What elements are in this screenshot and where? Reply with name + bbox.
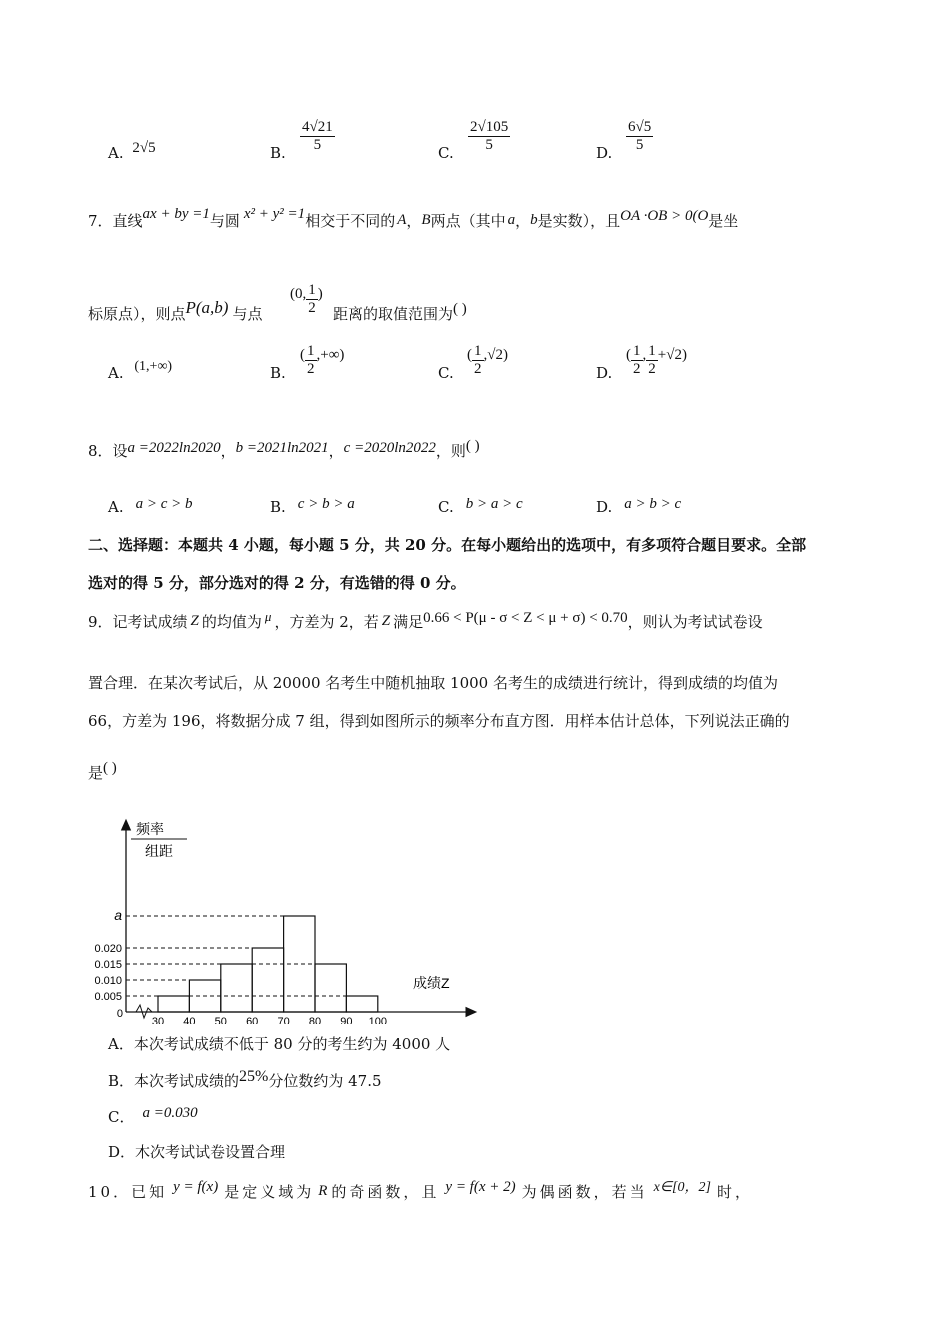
y-tick-labels [94, 907, 122, 1003]
ylabel-top: 频率 [136, 821, 164, 837]
histogram-bar-30-40 [158, 996, 189, 1012]
y-tick-label-0: 0.005 [94, 991, 122, 1003]
q7-option-c[interactable]: C. [438, 364, 454, 382]
q6-option-b[interactable]: B. [270, 144, 286, 162]
q6-option-d-frac: $\frac{6√5}{5}$ [628, 119, 652, 153]
x-tick-labels [152, 1016, 387, 1024]
origin-label: 0 [116, 1008, 123, 1020]
x-tick-label-100: 100 [368, 1016, 387, 1024]
histogram-bar-50-60 [221, 964, 252, 1012]
q8-option-d[interactable]: D. a > b > c [596, 496, 682, 516]
q7-point-half: (0, $\frac{1}{2}$ ) [290, 282, 323, 316]
q8-option-a[interactable]: A. a > c > b [108, 496, 193, 516]
q6-option-c[interactable]: C. [438, 144, 454, 162]
q9-answer-blank[interactable]: ( ) [103, 760, 117, 776]
q7-option-c-expr: ( $\frac{1}{2}$ ,√2) [467, 343, 508, 377]
ylabel-bottom: 组距 [145, 843, 173, 859]
x-tick-label-60: 60 [246, 1016, 259, 1024]
y-tick-label-4: a [114, 907, 122, 923]
q6-option-b-frac: $\frac{4√21}{5}$ [302, 119, 333, 153]
q9-option-c[interactable]: C． a =0.030 [108, 1105, 198, 1126]
q9-line4: 是( ) [88, 760, 117, 782]
q6-option-d[interactable]: D. [596, 144, 613, 162]
frequency-histogram [80, 812, 480, 1024]
q7-option-b[interactable]: B. [270, 364, 286, 382]
y-tick-label-1: 0.010 [94, 975, 122, 987]
x-tick-label-90: 90 [340, 1016, 353, 1024]
q9-option-d[interactable]: D．木次考试试卷设置合理 [108, 1143, 286, 1161]
q8-answer-blank[interactable]: ( ) [465, 438, 480, 454]
q7-option-d-expr: ( $\frac{1}{2}$ , $\frac{1}{2}$ +√2) [626, 343, 687, 377]
q9-option-a[interactable]: A．本次考试成绩不低于 80 分的考生约为 4000 人 [108, 1035, 451, 1053]
q7-line1: 7．直线ax + by =1与圆 x² + y² =1相交于不同的 A，B两点（其中 a，b是实数），且OA ·OB > 0(O是坐 [88, 206, 739, 230]
x-tick-label-70: 70 [277, 1016, 290, 1024]
q7-option-b-expr: ( $\frac{1}{2}$ ,+∞) [300, 343, 345, 377]
q7-option-d[interactable]: D. [596, 364, 613, 382]
q8-option-b[interactable]: B. c > b > a [270, 496, 355, 516]
x-tick-label-30: 30 [151, 1016, 165, 1024]
q7-answer-blank[interactable]: ( ) [453, 301, 467, 317]
q7-line2-end: 距离的取值范围为( ) [333, 301, 467, 323]
q7-option-a[interactable]: A. (1,+∞) [108, 359, 173, 382]
q8-option-c[interactable]: C. b > a > c [438, 496, 523, 516]
histogram-bar-90-100 [346, 996, 377, 1012]
y-tick-label-2: 0.015 [94, 959, 122, 971]
q9-line3: 66，方差为 196，将数据分成 7 组，得到如图所示的频率分布直方图．用样本估计总体，下列说法正确的 [88, 712, 790, 730]
histogram-bar-80-90 [315, 964, 346, 1012]
q9-line1: 9．记考试成绩 Z 的均值为 μ ，方差为 2，若 Z 满足0.66 < P(μ - σ < Z < μ + σ) < 0.70，则认为考试试卷设 [88, 609, 763, 631]
y-tick-label-3: 0.020 [94, 943, 122, 955]
x-tick-label-50: 50 [214, 1016, 227, 1024]
q9-option-b[interactable]: B．本次考试成绩的25%分位数约为 47.5 [108, 1068, 382, 1090]
q6-option-c-frac: $\frac{2√105}{5}$ [470, 119, 509, 153]
q9-line2: 置合理．在某次考试后，从 20000 名考生中随机抽取 1000 名考生的成绩进行统计，得到成绩的均值为 [88, 674, 778, 692]
q6-option-a[interactable]: A. 2√5 [108, 140, 156, 162]
section2-heading-line2: 选对的得 5 分，部分选对的得 2 分，有选错的得 0 分。 [88, 574, 466, 592]
q7-line2: 标原点），则点P(a,b) 与点 [88, 298, 263, 323]
x-tick-label-40: 40 [183, 1016, 196, 1024]
x-tick-label-80: 80 [308, 1016, 322, 1024]
histogram-bar-60-70 [252, 948, 283, 1012]
q8-stem: 8．设a =2022ln2020，b =2021ln2021，c =2020ln2022，则( ) [88, 438, 480, 460]
xlabel: 成绩Z [413, 975, 450, 991]
q10-stem: 10．已知 y = f(x) 是定义域为 R 的奇函数，且 y = f(x + 2) 为偶函数，若当 x∈[0，2] 时， [88, 1179, 753, 1201]
section2-heading-line1: 二、选择题：本题共 4 小题，每小题 5 分，共 20 分。在每小题给出的选项中，有多项符合题目要求。全部 [88, 536, 807, 554]
